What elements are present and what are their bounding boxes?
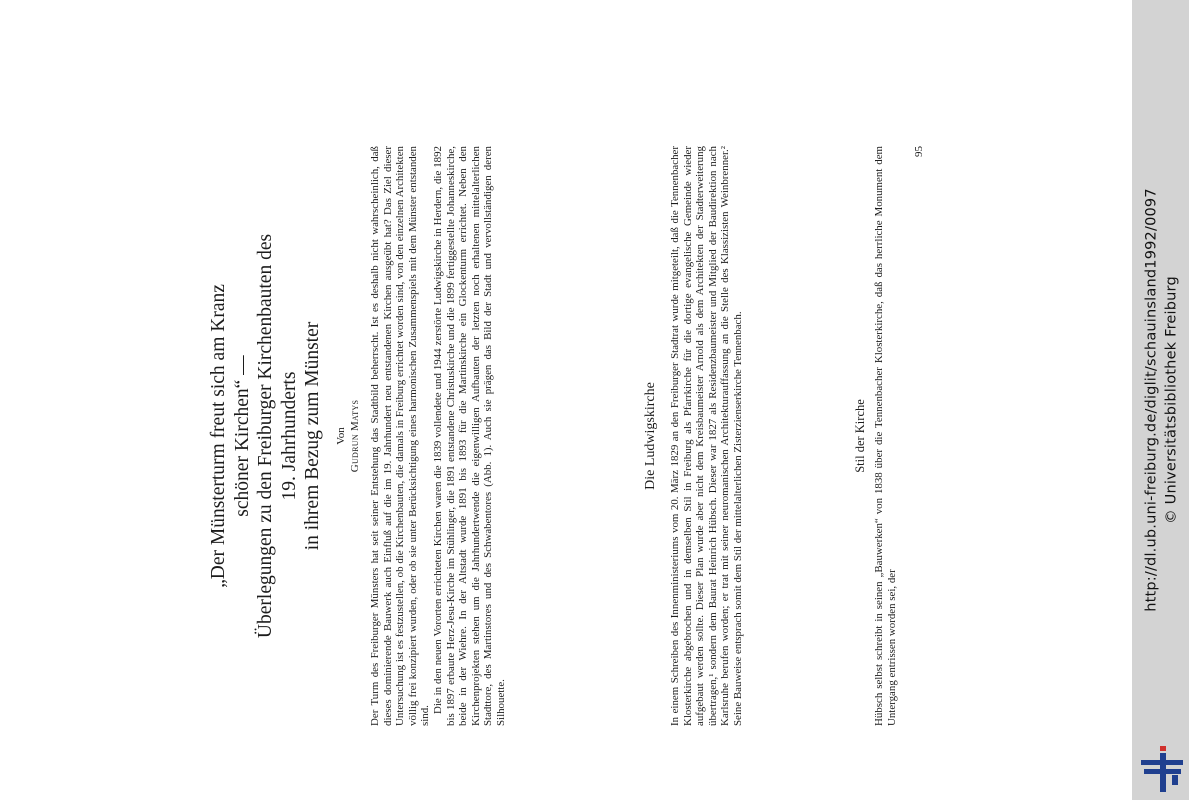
title-line: schöner Kirchen“ — (231, 355, 253, 517)
paragraph: Der Turm des Freiburger Münsters hat seit seiner Entstehung das Stadtbild beherrscht. Ist es deshalb nicht wahrscheinlich, daß dieses dominierende Bauwerk auch Einfluß auf die im 19. Jahrhundert neu entstandenen Kirchen ausgeübt hat? Das Ziel dieser Untersuchung ist es festzustellen, ob die Kirchenbauten, die damals in Freiburg errichtet worden sind, von den einzelnen Architekten völlig frei konzipiert wurden, oder ob sie unter Berücksichtigung eines harmonischen Zusammenspiels mit dem Münster entstanden sind. (369, 146, 432, 726)
ludwig-text (669, 146, 745, 726)
title-line: in ihrem Bezug zum Münster (302, 321, 323, 551)
byline-von: Von (335, 427, 347, 445)
paragraph: Die in den neuen Vororten errichteten Kirchen waren die 1839 vollendete und 1944 zerstörte Ludwigskirche in Herdern, die 1892 bis 1897 erbaute Herz-Jesu-Kirche im Stühlinger, die 1891 entstandene Christuskirche und die 1899 fertiggestellte Johanneskirche, beide in der Wiehre. In der Altstadt wurde 1891 bis 1893 für die Martinskirche ein Glockenturm errichtet. Neben den Kirchenprojekten stehen um die Jahrhundertwende die eigenwilligen Aufbauten der letzten noch erhaltenen mittelalterlichen Stadttore, des Martinstores und des Schwabentores (Abb. 1). Auch sie prägen das Bild der Stadt und vervollständigen deren Silhouette. (431, 146, 507, 726)
source-url[interactable]: http://dl.ub.uni-freiburg.de/diglit/schauinsland1992/0097 (1142, 188, 1159, 612)
intro-text (369, 146, 508, 726)
paragraph: In einem Schreiben des Innenministeriums vom 20. März 1829 an den Freiburger Stadtrat wurde mitgeteilt, daß die Tennenbacher Klosterkirche abgebrochen und in demselben Stil in Freiburg als Pfarrkirche für die dortige evangelische Gemeinde wieder aufgebaut werden sollte. Dieser Plan wurde aber nicht dem Kreisbaumeister Arnold als dem Architekten der Stadterweiterung übertragen,¹ sondern dem Baurat Heinrich Hübsch. Dieser war 1827 als Residenzbaumeister und Mitglied der Baudirektion nach Karlsruhe berufen worden; er trat mit seiner neuromanischen Architekturauffassung an die Stelle des Klassizisten Weinbrenner.² Seine Bauweise entsprach somit dem Stil der mittelalterlichen Zisterzienserkirche Tennenbach. (669, 146, 744, 726)
article-title (207, 146, 325, 726)
sidebar-text (1132, 0, 1189, 800)
copyright-notice: © Universitätsbibliothek Freiburg (1162, 276, 1179, 524)
library-logo-icon (1141, 746, 1183, 792)
scanned-page (207, 146, 937, 726)
paragraph: Hübsch selbst schreibt in seinen „Bauwerken“ von 1838 über die Tennenbacher Klosterkirche, daß das herrliche Monument dem Untergang entrissen worden sei, der (873, 146, 898, 726)
section-heading: Die Ludwigskirche (643, 382, 658, 490)
title-line: „Der Münsterturm freut sich am Kranz (208, 284, 229, 588)
author-name: Gudrun Matys (349, 399, 361, 473)
title-line: Überlegungen zu den Freiburger Kirchenbauten des (255, 233, 276, 639)
subsection-heading: Stil der Kirche (853, 399, 867, 473)
page-number: 95 (913, 146, 925, 157)
stil-text (873, 146, 898, 726)
title-line: 19. Jahrhunderts (278, 371, 300, 501)
